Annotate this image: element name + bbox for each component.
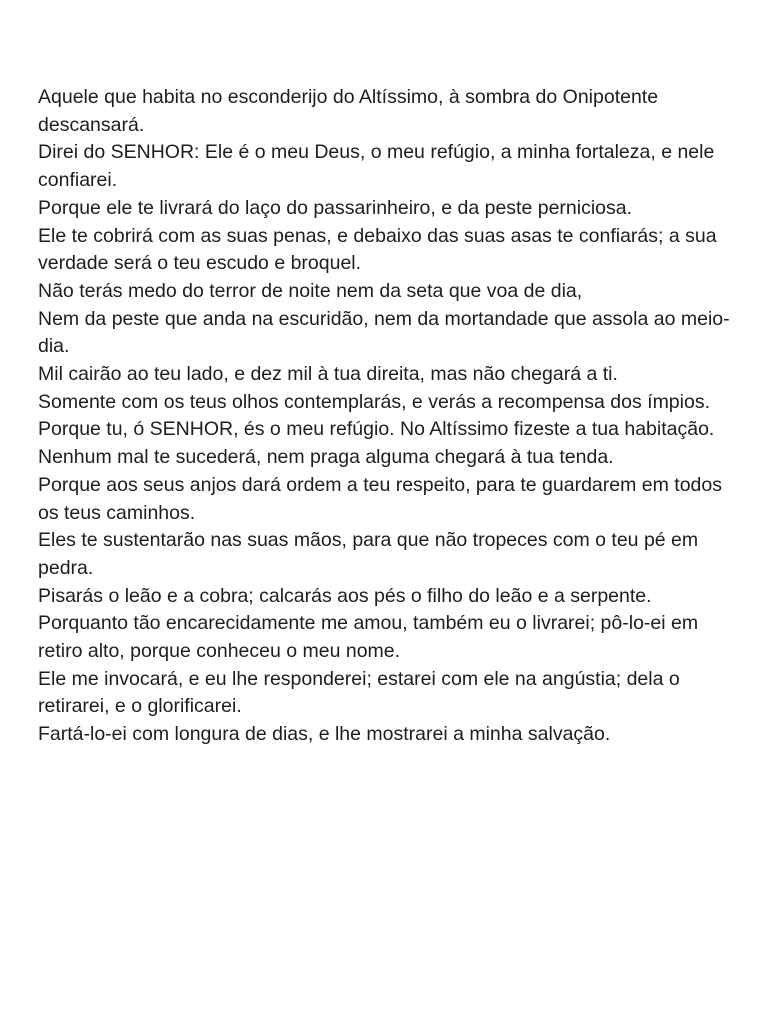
verse-line: Nem da peste que anda na escuridão, nem da mortandade que assola ao meio-dia. — [38, 307, 730, 358]
verse-line: Ele te cobrirá com as suas penas, e debaixo das suas asas te confiarás; a sua verdade será o teu escudo e broquel. — [38, 224, 717, 275]
verse-line: Pisarás o leão e a cobra; calcarás aos pés o filho do leão e a serpente. — [38, 584, 652, 607]
verse-line: Ele me invocará, e eu lhe responderei; estarei com ele na angústia; dela o retirarei, e o glorificarei. — [38, 667, 680, 718]
verse-line: Porque ele te livrará do laço do passarinheiro, e da peste perniciosa. — [38, 196, 633, 219]
verse-line: Não terás medo do terror de noite nem da seta que voa de dia, — [38, 279, 583, 302]
verse-line: Direi do SENHOR: Ele é o meu Deus, o meu refúgio, a minha fortaleza, e nele confiarei. — [38, 141, 715, 192]
verse-line: Porquanto tão encarecidamente me amou, também eu o livrarei; pô-lo-ei em retiro alto, porque conheceu o meu nome. — [38, 612, 699, 663]
verse-text-block — [38, 84, 730, 749]
verse-line: Aquele que habita no esconderijo do Altíssimo, à sombra do Onipotente descansará. — [38, 86, 659, 136]
verse-line: Fartá-lo-ei com longura de dias, e lhe mostrarei a minha salvação. — [38, 723, 611, 746]
verse-line: Mil cairão ao teu lado, e dez mil à tua direita, mas não chegará a ti. — [38, 363, 618, 386]
verse-line: Eles te sustentarão nas suas mãos, para que não tropeces com o teu pé em pedra. — [38, 529, 699, 579]
verse-line: Porque aos seus anjos dará ordem a teu respeito, para te guardarem em todos os teus caminhos. — [38, 473, 722, 524]
verse-line: Porque tu, ó SENHOR, és o meu refúgio. No Altíssimo fizeste a tua habitação. — [38, 418, 715, 441]
verse-line: Nenhum mal te sucederá, nem praga alguma chegará à tua tenda. — [38, 446, 614, 469]
verse-line: Somente com os teus olhos contemplarás, e verás a recompensa dos ímpios. — [38, 390, 710, 413]
